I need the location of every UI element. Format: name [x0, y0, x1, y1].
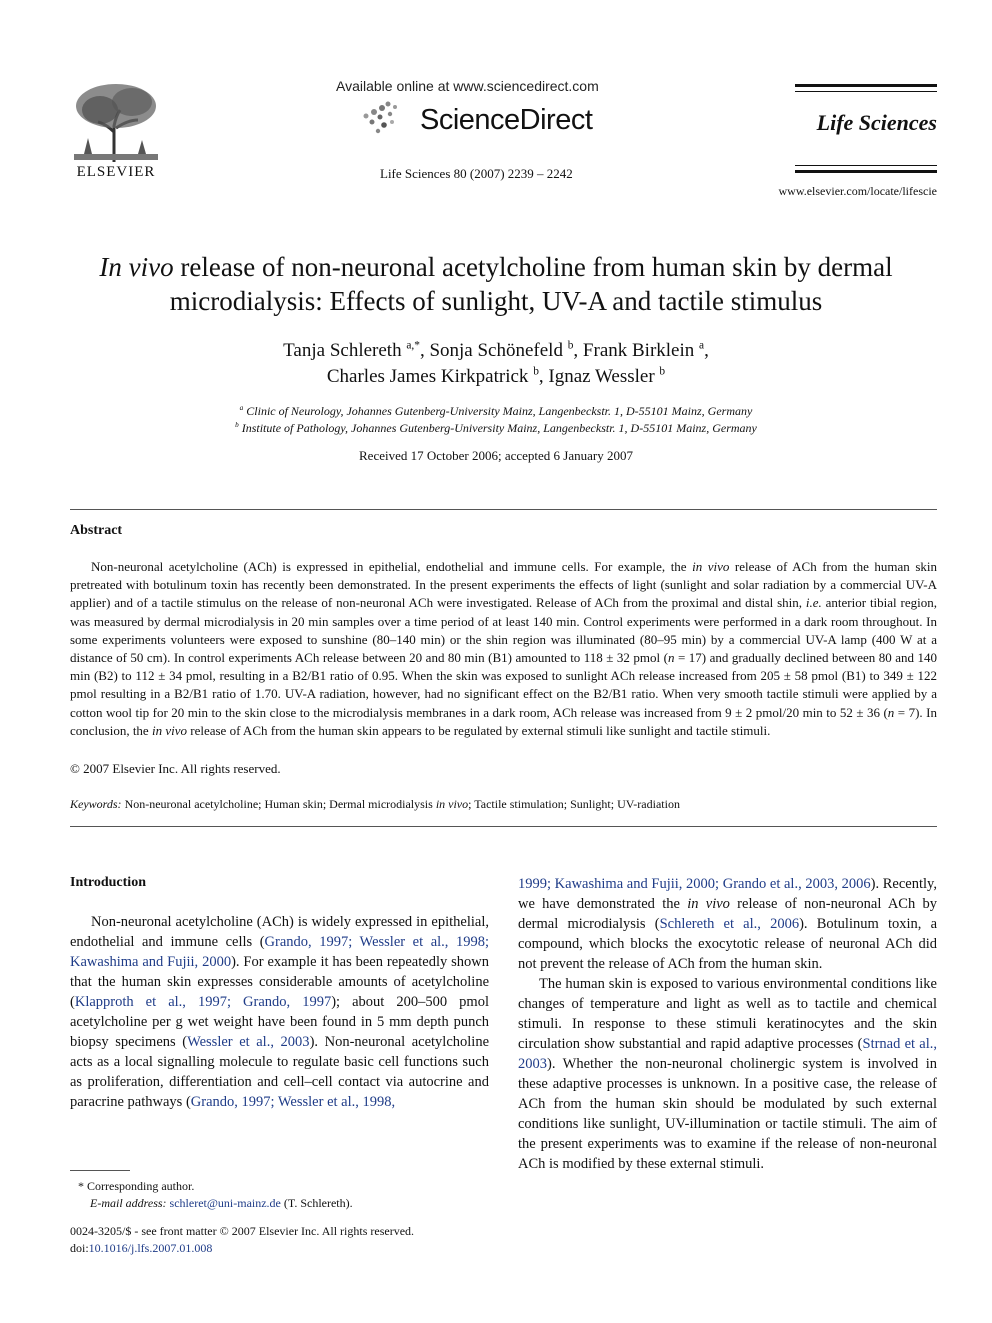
intro-text: ); about 200–500 pmol acetylcholine per g wet weight have been found in 5 mm depth punch biopsy specimens ( [70, 994, 489, 1050]
title-italic: In vivo [99, 252, 174, 282]
affiliation-text: Clinic of Neurology, Johannes Gutenberg-University Mainz, Langenbeckstr. 1, D-55101 Mainz, Germany [246, 404, 753, 418]
author-name[interactable]: Sonja Schönefeld [429, 340, 563, 361]
journal-rule [795, 91, 937, 92]
keywords-text: Non-neuronal acetylcholine; Human skin; Dermal microdialysis [121, 797, 436, 811]
issn-line: 0024-3205/$ - see front matter © 2007 Elsevier Inc. All rights reserved. [70, 1224, 415, 1238]
author-name[interactable]: Frank Birklein [582, 340, 695, 361]
footnote-text: Corresponding author. [84, 1179, 195, 1193]
journal-rule [795, 84, 937, 87]
affiliation-label: b [235, 421, 239, 429]
sciencedirect-logo: ScienceDirect [420, 104, 593, 136]
doi-line [70, 1241, 212, 1256]
divider [70, 826, 937, 827]
author-name[interactable]: Charles James Kirkpatrick [326, 366, 529, 387]
doi-label: doi: [70, 1241, 89, 1255]
abstract-heading: Abstract [70, 523, 123, 538]
available-online[interactable]: Available online at www.sciencedirect.com [336, 78, 599, 94]
intro-text: ). Botulinum toxin, a compound, which blocks the exocytotic release of neuronal ACh did not prevent the release of ACh from the human skin. [518, 916, 938, 972]
citation-link[interactable]: 1999; Kawashima and Fujii, 2000; Grando et al., 2003, 2006 [518, 876, 871, 892]
author-affil-mark: a [699, 339, 705, 352]
abstract-text: Non-neuronal acetylcholine (ACh) is expressed in epithelial, endothelial and immune cells. For example, the [91, 559, 693, 574]
publisher-name: ELSEVIER [76, 164, 156, 180]
footnote-text: (T. Schlereth). [280, 1196, 353, 1210]
citation-link[interactable]: Schlereth et al., 2006 [659, 916, 800, 932]
abstract-text: = 7). In conclusion, the [70, 704, 937, 738]
footnote-rule [70, 1170, 130, 1171]
abstract-italic: n [887, 704, 895, 720]
author-name[interactable]: Ignaz Wessler [548, 366, 655, 387]
abstract-text: release of ACh from the human skin appears to be regulated by external stimuli like sunlight and tactile stimuli. [186, 722, 771, 738]
keywords [70, 797, 680, 812]
author-name[interactable]: Tanja Schlereth [283, 340, 402, 361]
intro-text: ). Whether the non-neuronal cholinergic system is involved in these adaptive processes is unknown. In a positive case, the release of ACh from the human skin should be modulated by such external conditions like sunlight, UV-illumination or tactile stimuli. The aim of the present experiments was to examine if the release of non-neuronal ACh is modified by these external stimuli. [518, 1056, 937, 1172]
abstract-italic: in vivo [151, 722, 187, 738]
title-rest: release of non-neuronal acetylcholine from human skin by dermal microdialysis: Effects of sunlight, UV-A and tactile stimulus [169, 252, 893, 316]
citation-link[interactable]: Strnad et al., 2003 [518, 1036, 937, 1072]
email-note [90, 1196, 353, 1211]
sciencedirect-dots-icon [362, 98, 402, 138]
doi-link[interactable]: 10.1016/j.lfs.2007.01.008 [88, 1241, 213, 1255]
citation-link[interactable]: Grando, 1997; Wessler et al., 1998, [190, 1094, 396, 1110]
author-affil-mark: b [567, 339, 574, 352]
journal-url[interactable]: www.elsevier.com/locate/lifescie [778, 184, 937, 198]
author-affil-mark: b [659, 365, 666, 378]
intro-text: ). Recently, we have demonstrated the [518, 876, 937, 912]
divider [70, 509, 937, 510]
journal-reference: Life Sciences 80 (2007) 2239 – 2242 [380, 166, 573, 181]
abstract-italic: in vivo [692, 559, 730, 574]
journal-rule [795, 165, 937, 166]
intro-paragraph [518, 974, 937, 1174]
citation-link[interactable]: Grando, 1997; Wessler et al., 1998; Kawashima and Fujii, 2000 [70, 934, 490, 970]
intro-text: ). For example it has been repeatedly shown that the human skin expresses considerable amounts of acetylcholine ( [70, 954, 489, 1010]
citation-link[interactable]: Klapproth et al., 1997; Grando, 1997 [74, 994, 332, 1010]
footnote-star: * [78, 1179, 84, 1193]
abstract-italic: n [667, 650, 675, 666]
intro-text: ). Non-neuronal acetylcholine acts as a local signalling molecule to regulate basic cell functions such as proliferation, differentiation and cell–cell contact via autocrine and paracrine pathways ( [70, 1034, 490, 1110]
intro-left-column [70, 912, 489, 1112]
keywords-italic: in vivo [435, 797, 469, 811]
affiliation-a [60, 403, 932, 420]
intro-heading: Introduction [70, 875, 146, 890]
abstract-text: = 17) and gradually declined between 80 and 140 min (B2) to 112 ± 34 pmol, resulting in a B2/B1 ratio of 0.95. When the skin was exposed to sunlight ACh release increased from 205 ± 58 pmol (B1) to 349 ± 122 pmol resulting in a B2/B1 ratio of 1.70. UV-A radiation, however, had no significant effect on the B2/B1 ratio. When very smooth tactile stimuli were applied by a cotton wool tip for 20 min to the skin close to the microdialysis membranes in a dark room, ACh release was increased from 9 ± 2 pmol/20 min to 52 ± 36 ( [70, 650, 937, 720]
intro-paragraph [518, 874, 937, 974]
intro-text: release of non-neuronal ACh by dermal microdialysis ( [518, 896, 937, 932]
intro-text: Non-neuronal acetylcholine (ACh) is widely expressed in epithelial, endothelial and immune cells ( [70, 914, 489, 950]
affiliation-text: Institute of Pathology, Johannes Gutenberg-University Mainz, Langenbeckstr. 1, D-55101 Mainz, Germany [241, 421, 757, 435]
journal-rule [795, 170, 937, 173]
email-link[interactable]: schleret@uni-mainz.de [169, 1196, 281, 1210]
citation-link[interactable]: Wessler et al., 2003 [187, 1034, 310, 1050]
author-affil-mark: b [533, 365, 539, 378]
affiliation-label: a [239, 404, 244, 412]
abstract-italic: i.e. [805, 595, 822, 611]
email-label: E-mail address: [90, 1196, 167, 1210]
abstract-copyright: © 2007 Elsevier Inc. All rights reserved. [70, 761, 281, 776]
author-list: Tanja Schlereth $^{a,*}$, Sonja Schönefeld $^b$, Frank Birklein $^a$, Charles James Kirkpatrick $^b$, Ignaz Wessler $^b$ [283, 339, 709, 387]
corresponding-author-note [78, 1179, 194, 1194]
keywords-text: ; Tactile stimulation; Sunlight; UV-radiation [468, 797, 680, 811]
article-title [60, 250, 932, 318]
received-dates: Received 17 October 2006; accepted 6 January 2007 [359, 448, 633, 463]
abstract-text: anterior tibial region, was measured by dermal microdialysis in 20 min samples over a time period of at least 140 min. Control experiments were performed in a dark room throughout. In some experiments volunteers were exposed to sunshine (80–140 min) or the shin region was illuminated (80–95 min) by a commercial UV-A lamp (400 W at a distance of 50 cm). In control experiments ACh release between 20 and 80 min (B1) amounted to 118 ± 32 pmol ( [70, 595, 937, 666]
journal-name: Life Sciences [816, 110, 937, 135]
abstract-text: release of ACh from the human skin pretreated with botulinum toxin has recently been demonstrated. In the present experiments the effects of light (sunlight and solar radiation by a commercial UV-A applier) and of a tactile stimulus on the release of non-neuronal ACh were investigated. Release of ACh from the proximal and distal shin, [70, 559, 937, 611]
keywords-label: Keywords: [70, 797, 122, 811]
author-affil-mark: a,* [406, 339, 420, 352]
affiliation-b [60, 420, 932, 437]
intro-italic: in vivo [687, 896, 730, 912]
affiliations [60, 403, 932, 437]
intro-right-column [518, 874, 937, 1174]
abstract-body [70, 558, 937, 740]
intro-text: The human skin is exposed to various environmental conditions like changes of temperature and light as well as to tactile and chemical stimuli. In response to these stimuli keratinocytes and the skin circulation show substantial and rapid adaptive processes ( [518, 976, 937, 1052]
